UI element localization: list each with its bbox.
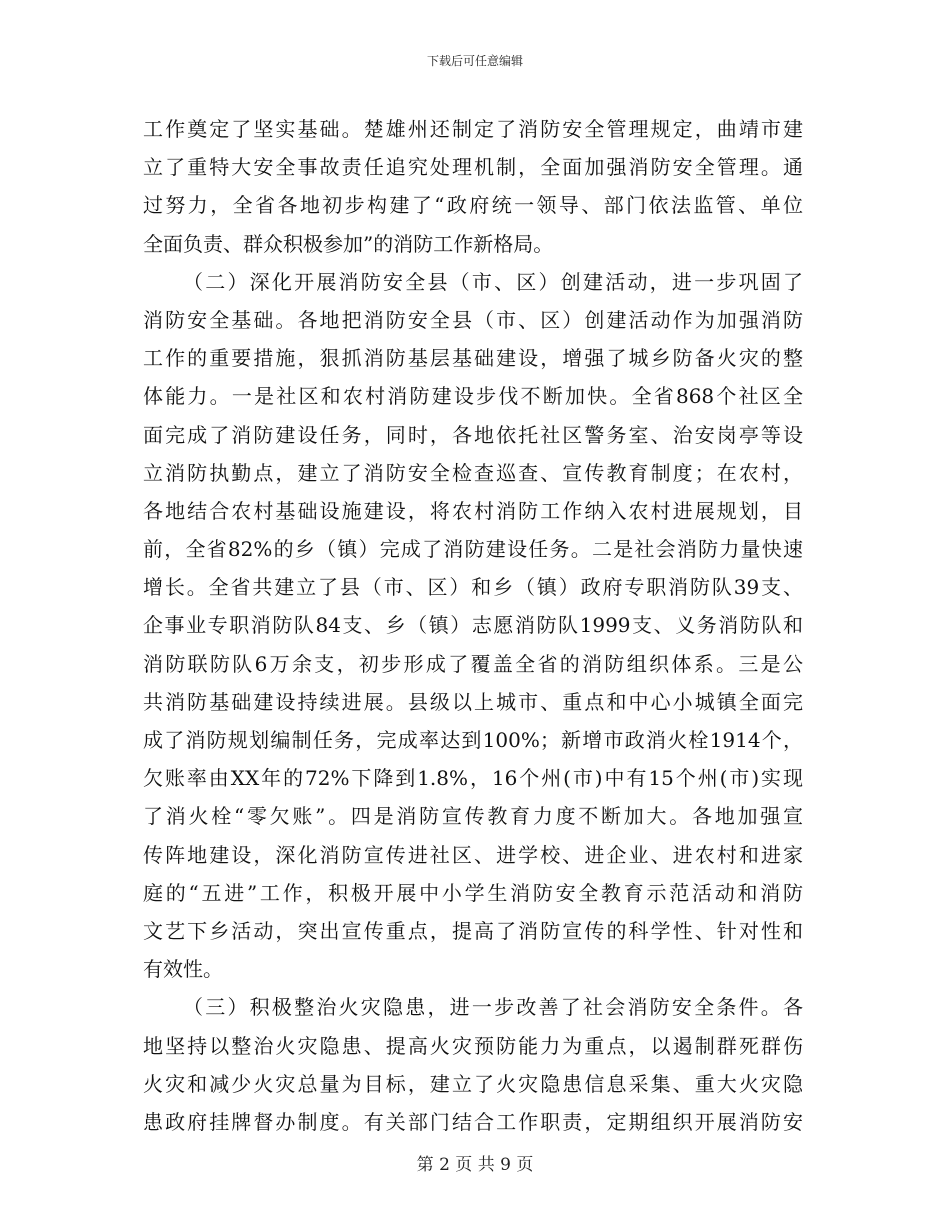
text-line: 火灾和减少火灾总量为目标，建立了火灾隐患信息采集、重大火灾隐 <box>143 1071 803 1096</box>
text-line: 欠账率由XX年的72%下降到1.8%，16个州(市)中有15个州(市)实现 <box>143 766 803 791</box>
text-line: 立了重特大安全事故责任追究处理机制，全面加强消防安全管理。通 <box>143 155 803 180</box>
text-line: 消防联防队6万余支，初步形成了覆盖全省的消防组织体系。三是公 <box>143 651 803 676</box>
text-line: 各地结合农村基础设施建设，将农村消防工作纳入农村进展规划，目 <box>143 498 803 523</box>
document-body <box>143 110 803 1141</box>
text-line: 消防安全基础。各地把消防安全县（市、区）创建活动作为加强消防 <box>143 307 803 332</box>
text-line: 全面负责、群众积极参加”的消防工作新格局。 <box>143 231 554 256</box>
text-line: 立消防执勤点，建立了消防安全检查巡查、宣传教育制度；在农村， <box>143 460 803 485</box>
paragraph-start-line: （二）深化开展消防安全县（市、区）创建活动，进一步巩固了 <box>183 269 803 294</box>
page-header-note: 下载后可任意编辑 <box>426 54 523 68</box>
text-line: 传阵地建设，深化消防宣传进社区、进学校、进企业、进农村和进家 <box>143 842 803 867</box>
text-line: 共消防基础建设持续进展。县级以上城市、重点和中心小城镇全面完 <box>143 689 803 714</box>
text-line: 前，全省82%的乡（镇）完成了消防建设任务。二是社会消防力量快速 <box>143 537 803 562</box>
text-line: 过努力，全省各地初步构建了“政府统一领导、部门依法监管、单位 <box>143 193 803 218</box>
text-line: 体能力。一是社区和农村消防建设步伐不断加快。全省868个社区全 <box>143 384 803 409</box>
text-line: 工作的重要措施，狠抓消防基层基础建设，增强了城乡防备火灾的整 <box>143 346 803 371</box>
text-line: 增长。全省共建立了县（市、区）和乡（镇）政府专职消防队39支、 <box>143 575 803 600</box>
text-line: 患政府挂牌督办制度。有关部门结合工作职责，定期组织开展消防安 <box>143 1109 803 1134</box>
text-line: 企事业专职消防队84支、乡（镇）志愿消防队1999支、义务消防队和 <box>143 613 803 638</box>
text-line: 有效性。 <box>143 957 223 982</box>
text-line: 文艺下乡活动，突出宣传重点，提高了消防宣传的科学性、针对性和 <box>143 918 803 943</box>
text-line: 地坚持以整治火灾隐患、提高火灾预防能力为重点，以遏制群死群伤 <box>143 1033 803 1058</box>
paragraph-start-line: （三）积极整治火灾隐患，进一步改善了社会消防安全条件。各 <box>183 995 803 1020</box>
text-line: 工作奠定了坚实基础。楚雄州还制定了消防安全管理规定，曲靖市建 <box>143 117 803 141</box>
text-line: 面完成了消防建设任务，同时，各地依托社区警务室、治安岗亭等设 <box>143 422 803 447</box>
text-line: 了消火栓“零欠账”。四是消防宣传教育力度不断加大。各地加强宣 <box>143 804 803 829</box>
text-line: 成了消防规划编制任务，完成率达到100%；新增市政消火栓1914个， <box>143 728 803 752</box>
text-line: 庭的“五进”工作，积极开展中小学生消防安全教育示范活动和消防 <box>143 880 803 905</box>
page-number: 第 2 页 共 9 页 <box>416 1155 534 1175</box>
